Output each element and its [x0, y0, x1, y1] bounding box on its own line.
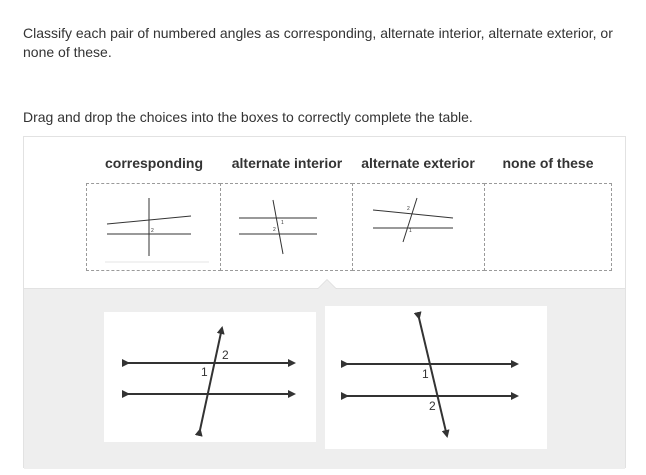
angle-label: 2	[407, 206, 410, 212]
angle-label: 1	[201, 365, 208, 379]
drop-zone-row	[86, 183, 612, 273]
angle-label: 1	[422, 367, 429, 381]
column-header-corresponding: corresponding	[104, 155, 203, 171]
drop-box-alternate-exterior[interactable]	[352, 183, 485, 271]
drag-and-drop-table	[23, 136, 626, 468]
angle-label: 2	[222, 348, 229, 362]
choice-tile-1[interactable]	[104, 312, 316, 442]
instruction-classify: Classify each pair of numbered angles as corresponding, alternate interior, alternate exterior, or none of these.	[23, 25, 613, 60]
instruction-drag: Drag and drop the choices into the boxes to correctly complete the table.	[23, 109, 473, 125]
column-header-alternate-exterior: alternate exterior	[361, 155, 475, 171]
choice-diagram-2	[325, 306, 547, 449]
angle-label: 2	[429, 399, 436, 413]
angle-label: 1	[281, 220, 284, 226]
choices-tray	[24, 288, 625, 469]
angle-label: 1	[409, 228, 412, 234]
placed-diagram-alternate-interior[interactable]	[221, 184, 352, 270]
tray-pointer-fill	[318, 280, 336, 289]
drop-box-corresponding[interactable]	[86, 183, 221, 271]
column-header-none-of-these: none of these	[502, 155, 594, 171]
drop-box-none-of-these[interactable]	[484, 183, 612, 271]
choice-tile-2[interactable]	[325, 306, 547, 449]
choice-diagram-1	[104, 312, 316, 442]
drop-box-alternate-interior[interactable]	[220, 183, 353, 271]
angle-label: 2	[151, 228, 154, 234]
column-header-alternate-interior: alternate interior	[231, 155, 343, 171]
angle-label: 2	[273, 227, 276, 233]
placed-diagram-corresponding[interactable]	[87, 184, 220, 270]
placed-diagram-alternate-exterior[interactable]	[353, 184, 484, 270]
